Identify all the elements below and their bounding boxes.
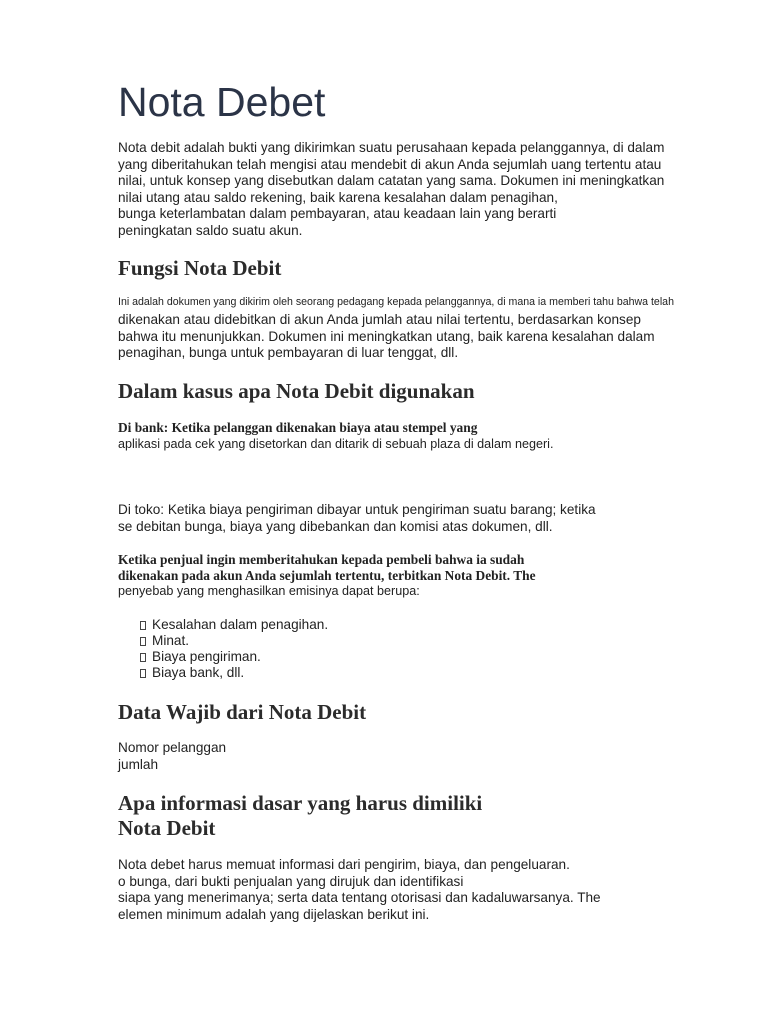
section-heading-fungsi: Fungsi Nota Debit bbox=[118, 256, 282, 280]
list-item-label: Biaya bank, dll. bbox=[152, 665, 245, 680]
kasus-penjual-line: Ketika penjual ingin memberitahukan kepada pembeli bahwa ia sudah bbox=[118, 552, 525, 567]
wajib-list bbox=[118, 740, 226, 773]
section-heading-kasus: Dalam kasus apa Nota Debit digunakan bbox=[118, 379, 475, 403]
cause-list bbox=[140, 617, 328, 681]
dasar-line: o bunga, dari bukti penjualan yang dirujuk dan identifikasi bbox=[118, 873, 464, 889]
section-heading-wajib: Data Wajib dari Nota Debit bbox=[118, 700, 367, 724]
list-item bbox=[140, 649, 328, 665]
bullet-box-icon bbox=[140, 621, 146, 630]
bullet-box-icon bbox=[140, 637, 146, 646]
list-item-label: Kesalahan dalam penagihan. bbox=[152, 617, 329, 632]
intro-paragraph bbox=[118, 140, 664, 239]
dasar-heading-line: Nota Debit bbox=[118, 816, 216, 840]
kasus-bank-line: aplikasi pada cek yang disetorkan dan ditarik di sebuah plaza di dalam negeri. bbox=[118, 437, 554, 451]
dasar-paragraph bbox=[118, 857, 601, 923]
wajib-line: Nomor pelanggan bbox=[118, 740, 227, 755]
intro-line: yang diberitahukan telah mengisi atau mendebit di akun Anda sejumlah uang tertentu atau bbox=[118, 156, 662, 172]
fungsi-line: penagihan, bunga untuk pembayaran di luar tenggat, dll. bbox=[118, 345, 459, 360]
intro-line: bunga keterlambatan dalam pembayaran, atau keadaan lain yang berarti bbox=[118, 206, 557, 221]
wajib-line: jumlah bbox=[118, 756, 159, 772]
dasar-heading-line: Apa informasi dasar yang harus dimiliki bbox=[118, 791, 483, 815]
intro-line: nilai, untuk konsep yang disebutkan dalam catatan yang sama. Dokumen ini meningkatkan bbox=[118, 173, 665, 188]
bullet-box-icon bbox=[140, 653, 146, 662]
kasus-toko-paragraph bbox=[118, 502, 596, 535]
intro-line: peningkatan saldo suatu akun. bbox=[118, 222, 303, 238]
fungsi-line: dikenakan atau didebitkan di akun Anda jumlah atau nilai tertentu, berdasarkan konsep bbox=[118, 312, 641, 327]
kasus-penjual-line: dikenakan pada akun Anda sejumlah tertentu, terbitkan Nota Debit. The bbox=[118, 568, 536, 583]
list-item bbox=[140, 617, 328, 633]
section-heading-dasar bbox=[118, 791, 482, 841]
kasus-penjual-bold bbox=[118, 552, 536, 584]
kasus-bank-bold: Di bank: Ketika pelanggan dikenakan biaya atau stempel yang bbox=[118, 420, 478, 435]
fungsi-paragraph bbox=[118, 312, 655, 362]
list-item bbox=[140, 665, 328, 681]
dasar-line: elemen minimum adalah yang dijelaskan berikut ini. bbox=[118, 906, 430, 922]
intro-line: nilai utang atau saldo rekening, baik karena kesalahan dalam penagihan, bbox=[118, 189, 558, 205]
dasar-line: Nota debet harus memuat informasi dari pengirim, biaya, dan pengeluaran. bbox=[118, 857, 570, 872]
bullet-box-icon bbox=[140, 669, 146, 678]
dasar-line: siapa yang menerimanya; serta data tentang otorisasi dan kadaluwarsanya. The bbox=[118, 890, 601, 905]
document-title: Nota Debet bbox=[118, 79, 326, 125]
kasus-toko-line: se debitan bunga, biaya yang dibebankan dan komisi atas dokumen, dll. bbox=[118, 518, 553, 534]
list-item-label: Biaya pengiriman. bbox=[152, 649, 261, 664]
intro-line: Nota debit adalah bukti yang dikirimkan suatu perusahaan kepada pelanggannya, di dalam bbox=[118, 140, 665, 155]
fungsi-line: bahwa itu menunjukkan. Dokumen ini meningkatkan utang, baik karena kesalahan dalam bbox=[118, 328, 655, 344]
kasus-penjual-line-plain: penyebab yang menghasilkan emisinya dapat berupa: bbox=[118, 584, 420, 598]
kasus-toko-line: Di toko: Ketika biaya pengiriman dibayar untuk pengiriman suatu barang; ketika bbox=[118, 502, 596, 517]
list-item bbox=[140, 633, 328, 649]
fungsi-small-line: Ini adalah dokumen yang dikirim oleh seorang pedagang kepada pelanggannya, di mana ia memberi tahu bahwa telah bbox=[118, 296, 674, 308]
list-item-label: Minat. bbox=[152, 633, 190, 648]
